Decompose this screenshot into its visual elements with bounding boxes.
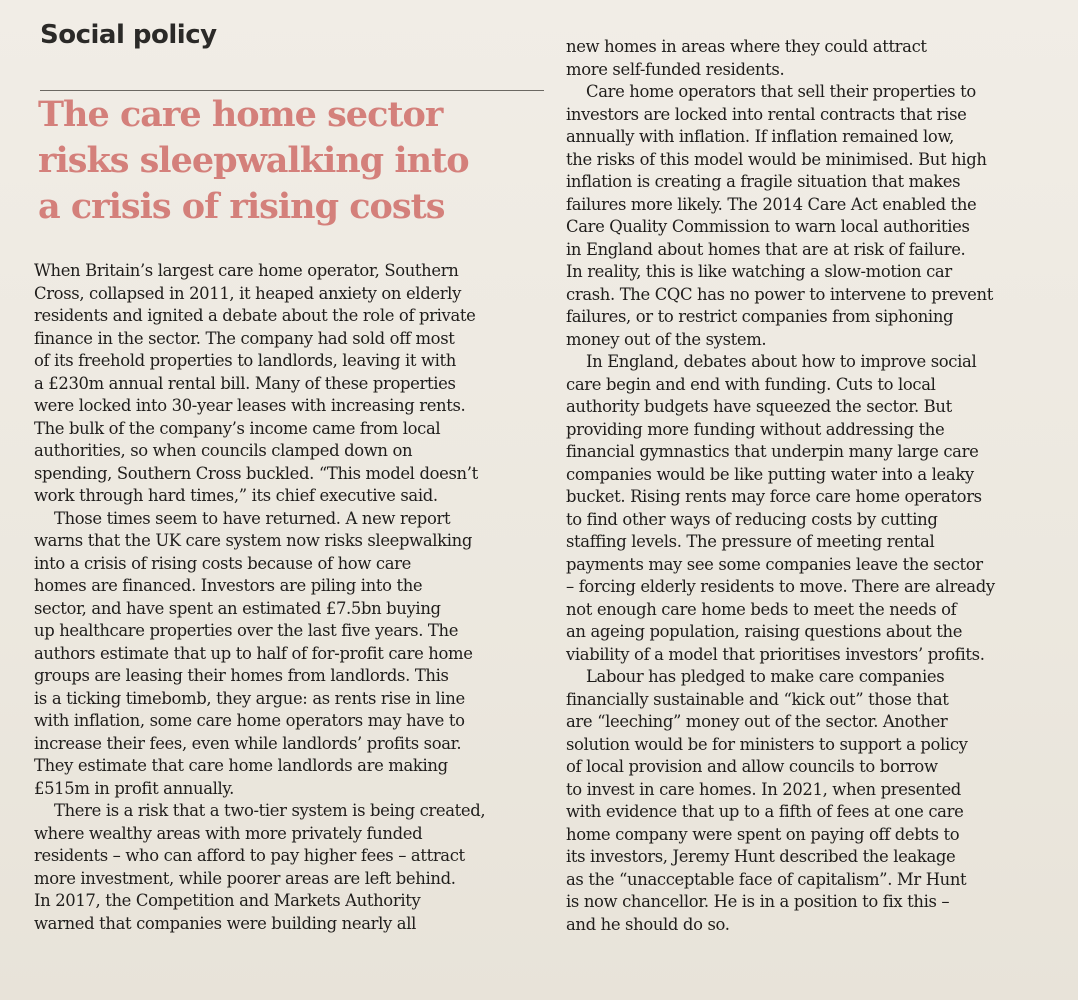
article-line: spending, Southern Cross buckled. “This model doesn’t xyxy=(34,463,478,483)
article-line: of its freehold properties to landlords, leaving it with xyxy=(34,351,456,370)
article-line: In England, debates about how to improve social xyxy=(586,352,977,371)
article-line: the risks of this model would be minimised. But high xyxy=(566,149,987,169)
article-line: residents – who can afford to pay higher fees – attract xyxy=(34,846,465,865)
article-line: money out of the system. xyxy=(566,329,767,349)
article-line: are “leeching” money out of the sector. Another xyxy=(566,712,948,731)
article-line: investors are locked into rental contracts that rise xyxy=(566,104,967,124)
article-line: home company were spent on paying off debts to xyxy=(566,824,960,844)
article-line: not enough care home beds to meet the needs of xyxy=(566,599,957,619)
article-line: solution would be for ministers to support a policy xyxy=(566,734,968,754)
article-line: more self-funded residents. xyxy=(566,59,785,79)
section-divider xyxy=(40,90,544,91)
article-line: more investment, while poorer areas are left behind. xyxy=(34,868,456,888)
article-line: homes are financed. Investors are piling into the xyxy=(34,576,423,595)
article-paragraph xyxy=(566,36,1046,81)
article-line: up healthcare properties over the last five years. The xyxy=(34,621,459,640)
article-line: companies would be like putting water into a leaky xyxy=(566,464,974,484)
article-line: an ageing population, raising questions about the xyxy=(566,622,963,641)
article-line: crash. The CQC has no power to intervene to prevent xyxy=(566,284,993,304)
headline-line: risks sleepwalking into xyxy=(38,140,469,181)
article-line: failures, or to restrict companies from siphoning xyxy=(566,307,954,326)
article-line: new homes in areas where they could attract xyxy=(566,37,927,56)
article-paragraph xyxy=(34,508,514,801)
article-line: In 2017, the Competition and Markets Authority xyxy=(34,891,421,910)
article-line: In reality, this is like watching a slow-motion car xyxy=(566,262,952,281)
article-column-left xyxy=(34,260,514,935)
article-paragraph xyxy=(34,800,514,935)
article-line: payments may see some companies leave the sector xyxy=(566,554,983,574)
article-line: of local provision and allow councils to borrow xyxy=(566,757,938,776)
article-line: £515m in profit annually. xyxy=(34,778,235,798)
article-line: authorities, so when councils clamped down on xyxy=(34,441,413,460)
article-line: and he should do so. xyxy=(566,914,730,934)
article-line: Care home operators that sell their properties to xyxy=(586,82,976,101)
article-line: is now chancellor. He is in a position to fix this – xyxy=(566,892,950,911)
article-line: authority budgets have squeezed the sector. But xyxy=(566,397,952,416)
article-line: Labour has pledged to make care companies xyxy=(586,667,945,686)
headline-line: a crisis of rising costs xyxy=(38,186,445,227)
article-line: residents and ignited a debate about the role of private xyxy=(34,306,476,325)
article-line: Cross, collapsed in 2011, it heaped anxiety on elderly xyxy=(34,283,461,303)
article-line: warns that the UK care system now risks sleepwalking xyxy=(34,531,472,550)
article-line: They estimate that care home landlords are making xyxy=(34,756,448,775)
article-line: failures more likely. The 2014 Care Act enabled the xyxy=(566,194,977,214)
article-line: work through hard times,” its chief executive said. xyxy=(34,486,438,505)
article-line: to find other ways of reducing costs by cutting xyxy=(566,509,938,529)
headline-line: The care home sector xyxy=(38,94,443,135)
article-line: in England about homes that are at risk of failure. xyxy=(566,239,966,259)
article-column-right xyxy=(566,36,1046,936)
article-line: staffing levels. The pressure of meeting rental xyxy=(566,532,935,551)
article-line: authors estimate that up to half of for-profit care home xyxy=(34,643,473,663)
article-paragraph xyxy=(566,666,1046,936)
article-line: where wealthy areas with more privately funded xyxy=(34,823,423,843)
article-line: When Britain’s largest care home operator, Southern xyxy=(34,261,459,280)
article-line: were locked into 30-year leases with increasing rents. xyxy=(34,396,466,415)
article-line: sector, and have spent an estimated £7.5bn buying xyxy=(34,598,441,618)
article-line: increase their fees, even while landlords’ profits soar. xyxy=(34,733,462,753)
article-line: into a crisis of rising costs because of how care xyxy=(34,553,411,573)
article-line: warned that companies were building nearly all xyxy=(34,913,417,933)
article-headline xyxy=(38,92,548,230)
article-line: its investors, Jeremy Hunt described the leakage xyxy=(566,847,956,866)
section-label: Social policy xyxy=(40,20,217,50)
article-line: viability of a model that prioritises investors’ profits. xyxy=(566,644,985,664)
article-paragraph xyxy=(566,81,1046,351)
article-line: The bulk of the company’s income came from local xyxy=(34,418,441,438)
article-line: Care Quality Commission to warn local authorities xyxy=(566,217,970,236)
article-paragraph xyxy=(566,351,1046,666)
article-line: with inflation, some care home operators may have to xyxy=(34,711,465,730)
article-line: is a ticking timebomb, they argue: as rents rise in line xyxy=(34,688,465,708)
article-line: annually with inflation. If inflation remained low, xyxy=(566,127,955,146)
article-line: a £230m annual rental bill. Many of these properties xyxy=(34,373,456,393)
article-line: as the “unacceptable face of capitalism”. Mr Hunt xyxy=(566,869,967,889)
article-line: financial gymnastics that underpin many large care xyxy=(566,442,979,461)
article-line: inflation is creating a fragile situation that makes xyxy=(566,172,961,191)
article-line: finance in the sector. The company had sold off most xyxy=(34,328,455,348)
article-line: Those times seem to have returned. A new report xyxy=(54,508,451,528)
article-line: groups are leasing their homes from landlords. This xyxy=(34,666,449,685)
article-line: financially sustainable and “kick out” those that xyxy=(566,689,949,709)
article-line: with evidence that up to a fifth of fees at one care xyxy=(566,802,964,821)
article-line: care begin and end with funding. Cuts to local xyxy=(566,374,936,394)
article-line: bucket. Rising rents may force care home operators xyxy=(566,487,982,506)
article-line: – forcing elderly residents to move. There are already xyxy=(566,577,995,596)
article-line: providing more funding without addressing the xyxy=(566,419,945,439)
article-line: to invest in care homes. In 2021, when presented xyxy=(566,779,961,799)
article-paragraph xyxy=(34,260,514,508)
article-line: There is a risk that a two-tier system is being created, xyxy=(54,801,486,820)
